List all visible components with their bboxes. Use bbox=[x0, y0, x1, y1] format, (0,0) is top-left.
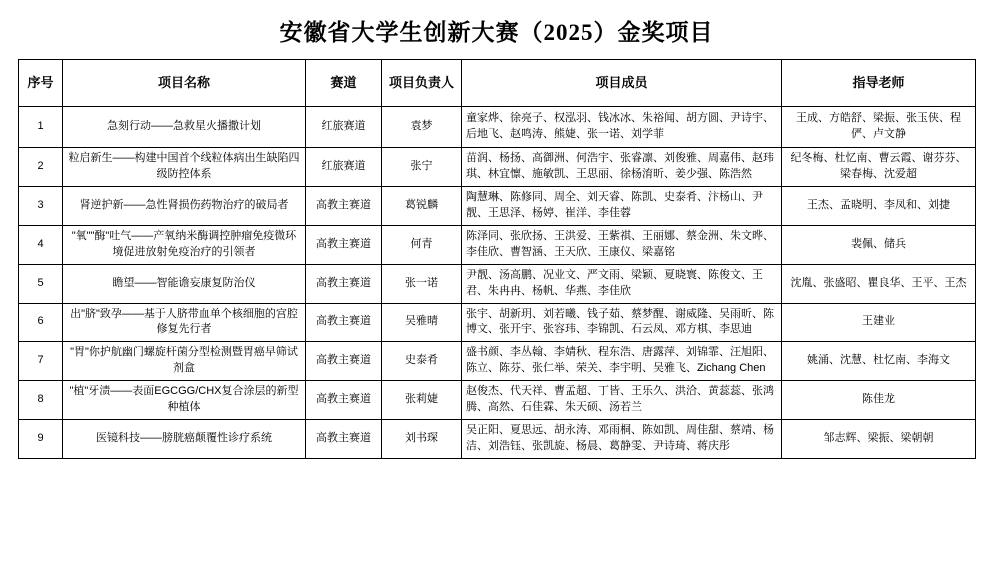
cell-project-name: 出"脐"致孕——基于人脐带血单个核细胞的宫腔修复先行者 bbox=[63, 303, 306, 342]
column-header-members: 项目成员 bbox=[462, 60, 782, 107]
cell-members: 赵俊杰、代天祥、曹孟超、丁皆、王乐久、洪洽、黄蕊蕊、张鸿腾、高然、石佳霖、朱天硕、汤若兰 bbox=[462, 381, 782, 420]
cell-tutors: 王杰、孟晓明、李凤和、刘捷 bbox=[782, 186, 976, 225]
cell-tutors: 陈佳龙 bbox=[782, 381, 976, 420]
column-header-project-name: 项目名称 bbox=[63, 60, 306, 107]
cell-tutors: 王建业 bbox=[782, 303, 976, 342]
cell-no: 5 bbox=[19, 264, 63, 303]
cell-track: 高教主赛道 bbox=[306, 264, 382, 303]
cell-project-name: "氧""酶"吐气——产氧纳米酶调控肿瘤免疫微环境促进放射免疫治疗的引领者 bbox=[63, 225, 306, 264]
cell-leader: 吴雅晴 bbox=[382, 303, 462, 342]
cell-members: 吴正阳、夏思远、胡永涛、邓雨桐、陈如凯、周佳甜、蔡靖、杨洁、刘浩钰、张凯旋、杨晨、葛静雯、尹诗琦、蒋庆彤 bbox=[462, 420, 782, 459]
cell-track: 红旅赛道 bbox=[306, 148, 382, 187]
cell-project-name: 急刻行动——急救星火播撒计划 bbox=[63, 107, 306, 148]
cell-project-name: "植"牙渍——表面EGCGG/CHX复合涂层的新型种植体 bbox=[63, 381, 306, 420]
cell-members: 张宇、胡新玥、刘若曦、钱子茹、蔡梦醒、谢威隆、吴雨昕、陈博文、张开宇、张容玮、李锦凯、石云凤、邓方棋、李思迪 bbox=[462, 303, 782, 342]
column-header-tutors: 指导老师 bbox=[782, 60, 976, 107]
table-row bbox=[19, 107, 976, 148]
cell-no: 3 bbox=[19, 186, 63, 225]
cell-project-name: "胃"你护航幽门螺旋杆菌分型检测暨胃癌早筛试剂盒 bbox=[63, 342, 306, 381]
cell-no: 1 bbox=[19, 107, 63, 148]
cell-members: 陈泽同、张欣扬、王洪爱、王紫祺、王丽娜、蔡金洲、朱文晔、李佳欣、曹智涵、王天欣、王康仪、梁嘉铭 bbox=[462, 225, 782, 264]
cell-members: 童家烨、徐亮子、权泓羽、钱冰冰、朱裕闻、胡方圆、尹诗宇、后地飞、赵鸣涛、熊婕、张一诺、刘学菲 bbox=[462, 107, 782, 148]
cell-tutors: 姚涌、沈慧、杜忆南、李海文 bbox=[782, 342, 976, 381]
column-header-track: 赛道 bbox=[306, 60, 382, 107]
cell-track: 高教主赛道 bbox=[306, 186, 382, 225]
table-body bbox=[19, 107, 976, 459]
cell-leader: 史泰肴 bbox=[382, 342, 462, 381]
cell-track: 红旅赛道 bbox=[306, 107, 382, 148]
cell-tutors: 纪冬梅、杜忆南、曹云霞、谢芬芬、梁春梅、沈爱超 bbox=[782, 148, 976, 187]
page-title: 安徽省大学生创新大赛（2025）金奖项目 bbox=[279, 20, 714, 45]
cell-no: 9 bbox=[19, 420, 63, 459]
cell-project-name: 粒启新生——构建中国首个线粒体病出生缺陷四级防控体系 bbox=[63, 148, 306, 187]
cell-project-name: 医镜科技——膀胱癌颠覆性诊疗系统 bbox=[63, 420, 306, 459]
table-row bbox=[19, 148, 976, 187]
cell-leader: 张宁 bbox=[382, 148, 462, 187]
cell-no: 4 bbox=[19, 225, 63, 264]
cell-track: 高教主赛道 bbox=[306, 225, 382, 264]
column-header-no: 序号 bbox=[19, 60, 63, 107]
table-row bbox=[19, 342, 976, 381]
cell-project-name: 肾逆护新——急性肾损伤药物治疗的破局者 bbox=[63, 186, 306, 225]
table-row bbox=[19, 420, 976, 459]
cell-no: 2 bbox=[19, 148, 63, 187]
cell-no: 7 bbox=[19, 342, 63, 381]
cell-leader: 刘书琛 bbox=[382, 420, 462, 459]
cell-members: 盛书颜、李丛翰、李婧秋、程东浩、唐露萍、刘锦霏、汪旭阳、陈立、陈芬、张仁举、荣关、李宇明、吴雅飞、Zichang Chen bbox=[462, 342, 782, 381]
cell-leader: 葛锐麟 bbox=[382, 186, 462, 225]
cell-tutors: 邹志辉、梁振、梁朝朝 bbox=[782, 420, 976, 459]
cell-members: 陶慧琳、陈修同、周全、刘天睿、陈凯、史泰肴、汴杨山、尹靓、王思泽、杨婷、崔洋、李佳蓉 bbox=[462, 186, 782, 225]
cell-leader: 何青 bbox=[382, 225, 462, 264]
cell-leader: 张一诺 bbox=[382, 264, 462, 303]
table-header-row bbox=[19, 60, 976, 107]
table-row bbox=[19, 264, 976, 303]
cell-no: 8 bbox=[19, 381, 63, 420]
cell-leader: 袁梦 bbox=[382, 107, 462, 148]
cell-tutors: 沈胤、张盛昭、瞿良华、王平、王杰 bbox=[782, 264, 976, 303]
cell-no: 6 bbox=[19, 303, 63, 342]
cell-track: 高教主赛道 bbox=[306, 420, 382, 459]
table-row bbox=[19, 225, 976, 264]
cell-tutors: 王成、方皓舒、梁振、张玉侠、程俨、卢文静 bbox=[782, 107, 976, 148]
table-row bbox=[19, 186, 976, 225]
cell-members: 苗润、杨扬、高御洲、何浩宇、张睿凛、刘俊雅、周嘉伟、赵玮琪、林宜懔、施敏凯、王思丽、徐杨淯昕、姜少强、陈浩然 bbox=[462, 148, 782, 187]
cell-leader: 张莉婕 bbox=[382, 381, 462, 420]
cell-track: 高教主赛道 bbox=[306, 303, 382, 342]
cell-project-name: 瞻望——智能谵妄康复防治仪 bbox=[63, 264, 306, 303]
table-row bbox=[19, 381, 976, 420]
column-header-leader: 项目负责人 bbox=[382, 60, 462, 107]
cell-track: 高教主赛道 bbox=[306, 381, 382, 420]
cell-tutors: 裴佩、储兵 bbox=[782, 225, 976, 264]
cell-track: 高教主赛道 bbox=[306, 342, 382, 381]
award-projects-table bbox=[18, 59, 976, 459]
cell-members: 尹靓、汤高鹏、况业文、严文雨、梁颖、夏晓寰、陈俊文、王君、朱冉冉、杨帆、华燕、李佳欣 bbox=[462, 264, 782, 303]
table-row bbox=[19, 303, 976, 342]
table-header bbox=[19, 60, 976, 107]
